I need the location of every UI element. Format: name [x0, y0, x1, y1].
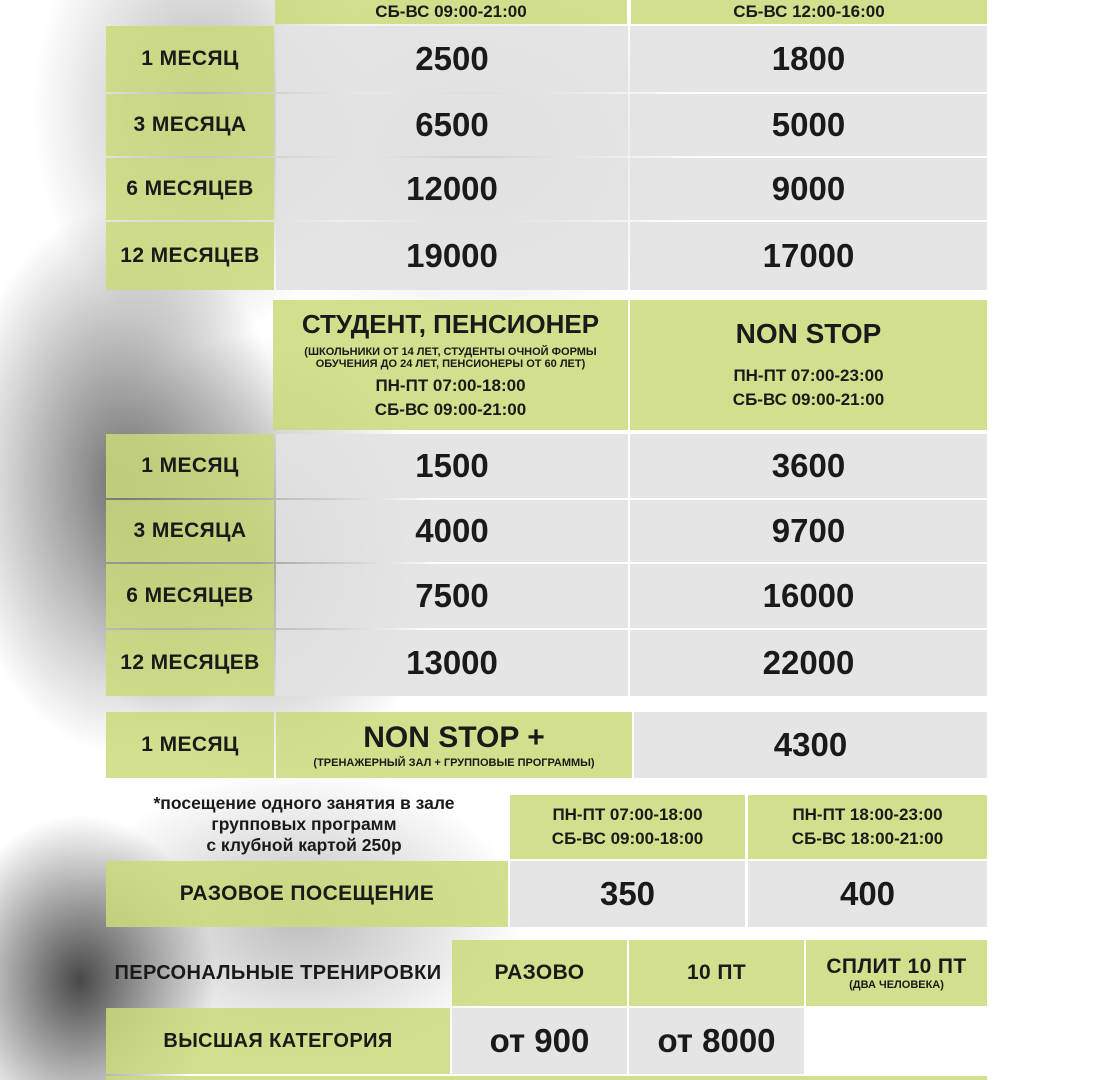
t2-student-title: СТУДЕНТ, ПЕНСИОНЕР [301, 308, 600, 339]
nsp-label: 1 МЕСЯЦ [106, 712, 274, 778]
sv-evening-schedule-1: ПН-ПТ 18:00-23:00 [792, 805, 943, 824]
note-line-2: групповых программ [211, 814, 397, 834]
t1-row2-v1: 6500 [276, 94, 628, 156]
t2-row4-v1: 13000 [276, 630, 628, 696]
pt-row-label: ВЫСШАЯ КАТЕГОРИЯ [106, 1008, 450, 1074]
nsp-price: 4300 [634, 712, 987, 778]
t2-row4-v2: 22000 [630, 630, 987, 696]
t2-row2-label: 3 МЕСЯЦА [106, 500, 274, 562]
sv-day-schedule-1: ПН-ПТ 07:00-18:00 [552, 805, 703, 824]
t1-row3-v2: 9000 [630, 158, 987, 220]
t2-row2-v2: 9700 [630, 500, 987, 562]
note-line-3: с клубной картой 250р [206, 835, 402, 855]
t2-row1-v1: 1500 [276, 434, 628, 498]
t2-row2-v1: 4000 [276, 500, 628, 562]
t2-row1-label: 1 МЕСЯЦ [106, 434, 274, 498]
header-standard-col [275, 0, 627, 24]
t2-row1-v2: 3600 [630, 434, 987, 498]
sv-day-schedule-2: СБ-ВС 09:00-18:00 [551, 829, 704, 848]
t1-row4-v1: 19000 [276, 222, 628, 290]
header-day-schedule: СБ-ВС 12:00-16:00 [733, 2, 885, 21]
nsp-subtitle: (ТРЕНАЖЕРНЫЙ ЗАЛ + ГРУППОВЫЕ ПРОГРАММЫ) [313, 757, 595, 769]
sv-price-1: 350 [510, 861, 745, 927]
t2-row4-label: 12 МЕСЯЦЕВ [106, 630, 274, 696]
t1-row1-label: 1 МЕСЯЦ [106, 26, 274, 92]
t2-student-note-1: (ШКОЛЬНИКИ ОТ 14 ЛЕТ, СТУДЕНТЫ ОЧНОЙ ФОРМЫ [304, 345, 597, 358]
pt-row-v1: от 900 [452, 1008, 627, 1074]
t1-row3-label: 6 МЕСЯЦЕВ [106, 158, 274, 220]
t2-nonstop-schedule-2: СБ-ВС 09:00-21:00 [732, 390, 885, 409]
t2-student-note-2: ОБУЧЕНИЯ ДО 24 ЛЕТ, ПЕНСИОНЕРЫ ОТ 60 ЛЕТ) [315, 357, 586, 370]
sv-label: РАЗОВОЕ ПОСЕЩЕНИЕ [106, 861, 508, 927]
t1-row4-label: 12 МЕСЯЦЕВ [106, 222, 274, 290]
t2-student-schedule-2: СБ-ВС 09:00-21:00 [374, 399, 527, 419]
pt-col-split [806, 940, 987, 1006]
pt-col-split-note: (ДВА ЧЕЛОВЕКА) [849, 979, 944, 991]
pt-bottom-row [106, 1076, 987, 1080]
pt-col-split-title: СПЛИТ 10 ПТ [826, 955, 967, 978]
t2-row3-v2: 16000 [630, 564, 987, 628]
sv-header-day [510, 795, 745, 859]
t1-row3-v1: 12000 [276, 158, 628, 220]
pt-row-v2: от 8000 [629, 1008, 804, 1074]
club-card-note [108, 793, 500, 856]
t2-header-student [273, 300, 628, 430]
t2-nonstop-schedule-1: ПН-ПТ 07:00-23:00 [733, 366, 884, 385]
t2-row3-label: 6 МЕСЯЦЕВ [106, 564, 274, 628]
pt-col-10: 10 ПТ [629, 940, 804, 1006]
nsp-title: NON STOP + [363, 721, 545, 754]
t1-row2-v2: 5000 [630, 94, 987, 156]
header-day-col [631, 0, 987, 24]
pt-title: ПЕРСОНАЛЬНЫЕ ТРЕНИРОВКИ [114, 961, 442, 984]
t1-row2-label: 3 МЕСЯЦА [106, 94, 274, 156]
sv-evening-schedule-2: СБ-ВС 18:00-21:00 [791, 829, 944, 848]
t1-row1-v2: 1800 [630, 26, 987, 92]
t2-row3-v1: 7500 [276, 564, 628, 628]
t2-nonstop-title: NON STOP [735, 318, 882, 349]
note-line-1: *посещение одного занятия в зале [153, 793, 455, 813]
sv-header-evening [748, 795, 987, 859]
sv-price-2: 400 [748, 861, 987, 927]
t2-student-schedule-1: ПН-ПТ 07:00-18:00 [375, 375, 526, 395]
t2-header-nonstop [630, 300, 987, 430]
header-standard-schedule: СБ-ВС 09:00-21:00 [375, 2, 527, 21]
pt-col-single: РАЗОВО [452, 940, 627, 1006]
t1-row1-v1: 2500 [276, 26, 628, 92]
nsp-title-cell [276, 712, 632, 778]
t1-row4-v2: 17000 [630, 222, 987, 290]
